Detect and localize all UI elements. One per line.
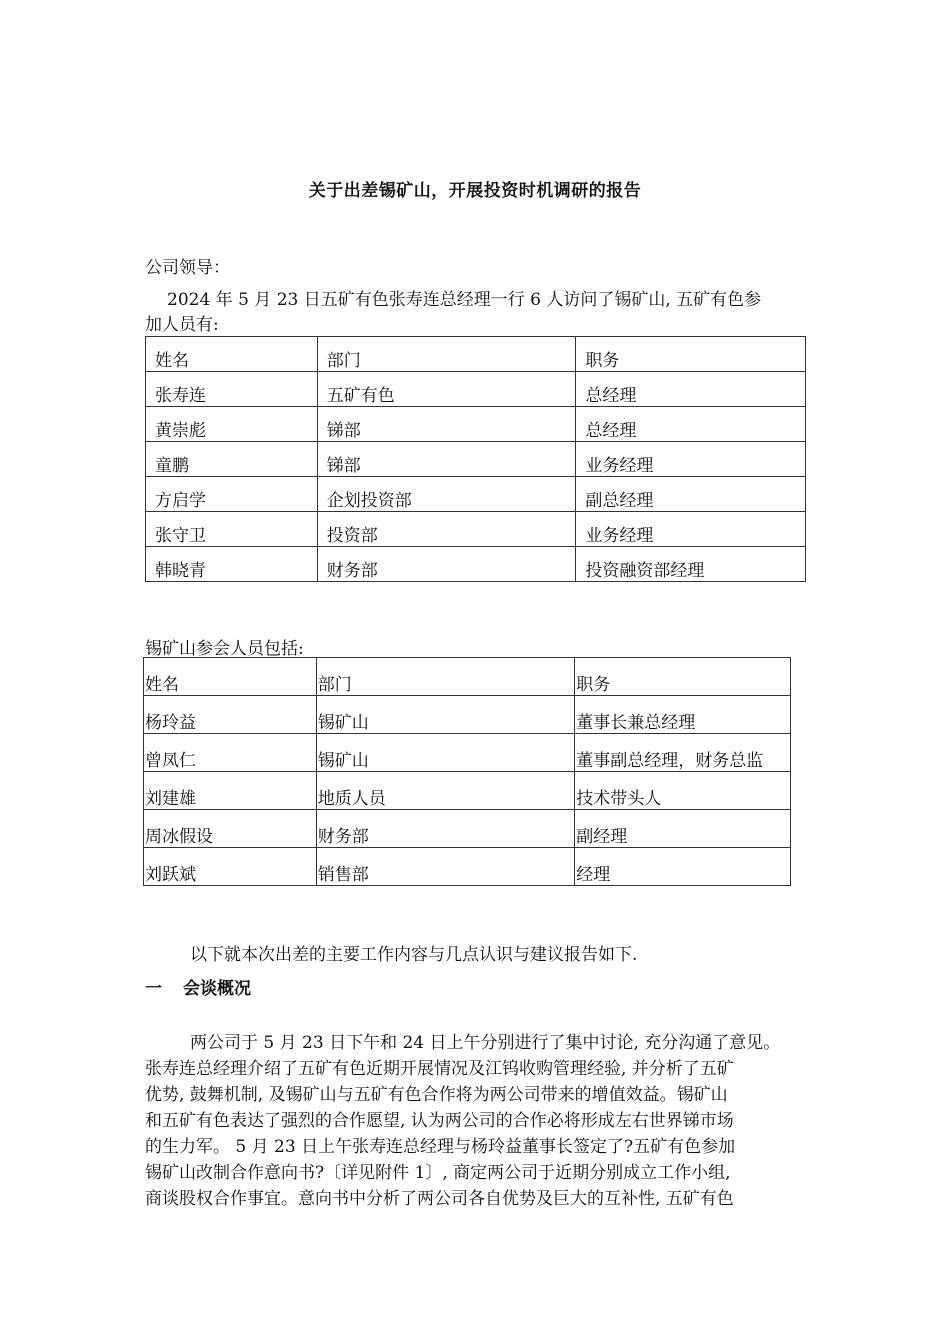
section-heading xyxy=(145,974,251,999)
cell-position: 董事副总经理，财务总监 xyxy=(575,734,791,772)
table-row xyxy=(146,477,806,512)
table-row xyxy=(144,848,791,886)
salutation: 公司领导： xyxy=(145,258,230,278)
cell-department: 锡矿山 xyxy=(316,734,575,772)
paragraph-line: 商谈股权合作事宜。意向书中分析了两公司各自优势及巨大的互补性, 五矿有色 xyxy=(145,1189,734,1209)
cell-position: 业务经理 xyxy=(576,442,806,477)
section-title: 会谈概况 xyxy=(183,979,251,999)
cell-department: 锑部 xyxy=(317,442,576,477)
paragraph-line: 两公司于 5 月 23 日下午和 24 日上午分别进行了集中讨论, 充分沟通了意见。 xyxy=(190,1033,781,1053)
table-row xyxy=(144,772,791,810)
header-name: 姓名 xyxy=(144,658,317,696)
header-department: 部门 xyxy=(317,337,576,372)
cell-name: 刘跃斌 xyxy=(144,848,317,886)
cell-position: 副经理 xyxy=(575,810,791,848)
header-position: 职务 xyxy=(576,337,806,372)
cell-department: 财务部 xyxy=(316,810,575,848)
cell-position: 投资融资部经理 xyxy=(576,547,806,582)
cell-name: 刘建雄 xyxy=(144,772,317,810)
cell-department: 锡矿山 xyxy=(316,696,575,734)
header-position: 职务 xyxy=(575,658,791,696)
cell-name: 张守卫 xyxy=(146,512,318,547)
table2-caption: 锡矿山参会人员包括: xyxy=(145,639,304,659)
section-body-paragraph xyxy=(145,1030,825,1212)
table-row xyxy=(146,442,806,477)
cell-name: 杨玲益 xyxy=(144,696,317,734)
intro-paragraph xyxy=(145,288,815,338)
cell-department: 企划投资部 xyxy=(317,477,576,512)
cell-name: 曾凤仁 xyxy=(144,734,317,772)
cell-department: 财务部 xyxy=(317,547,576,582)
cell-department: 五矿有色 xyxy=(317,372,576,407)
table-row xyxy=(146,512,806,547)
cell-position: 副总经理 xyxy=(576,477,806,512)
cell-department: 地质人员 xyxy=(316,772,575,810)
table-header-row xyxy=(144,658,791,696)
cell-name: 方启学 xyxy=(146,477,318,512)
cell-name: 周冰假设 xyxy=(144,810,317,848)
section-number: 一 xyxy=(145,979,162,999)
header-name: 姓名 xyxy=(146,337,318,372)
table-header-row xyxy=(146,337,806,372)
cell-position: 总经理 xyxy=(576,407,806,442)
cell-name: 张寿连 xyxy=(146,372,318,407)
paragraph-line: 张寿连总经理介绍了五矿有色近期开展情况及江钨收购管理经验, 并分析了五矿 xyxy=(145,1059,734,1079)
cell-department: 销售部 xyxy=(316,848,575,886)
table-row xyxy=(146,547,806,582)
cell-department: 投资部 xyxy=(317,512,576,547)
document-title: 关于出差锡矿山，开展投资时机调研的报告 xyxy=(308,181,642,201)
table-row xyxy=(144,734,791,772)
cell-department: 锑部 xyxy=(317,407,576,442)
cell-name: 韩晓青 xyxy=(146,547,318,582)
cell-position: 董事长兼总经理 xyxy=(575,696,791,734)
table-row xyxy=(144,810,791,848)
header-department: 部门 xyxy=(316,658,575,696)
paragraph-line: 和五矿有色表达了强烈的合作愿望, 认为两公司的合作必将形成左右世界锑市场 xyxy=(145,1111,734,1131)
intro-line-1: 2024 年 5 月 23 日五矿有色张寿连总经理一行 6 人访问了锡矿山, 五矿有色参 xyxy=(167,290,762,310)
cell-position: 经理 xyxy=(575,848,791,886)
paragraph-line: 优势, 鼓舞机制, 及锡矿山与五矿有色合作将为两公司带来的增值效益。锡矿山 xyxy=(145,1085,728,1105)
cell-position: 业务经理 xyxy=(576,512,806,547)
intro-line-2: 加人员有: xyxy=(145,315,219,335)
cell-name: 童鹏 xyxy=(146,442,318,477)
cell-position: 技术带头人 xyxy=(575,772,791,810)
cell-position: 总经理 xyxy=(576,372,806,407)
table-row xyxy=(146,372,806,407)
summary-sentence: 以下就本次出差的主要工作内容与几点认识与建议报告如下. xyxy=(190,945,638,965)
xikuangshan-attendees-table xyxy=(143,657,791,886)
paragraph-line: 锡矿山改制合作意向书?〔详见附件 1〕, 商定两公司于近期分别成立工作小组, xyxy=(145,1163,731,1183)
wukuang-attendees-table xyxy=(145,336,806,582)
table-row xyxy=(146,407,806,442)
paragraph-line: 的生力军。 5 月 23 日上午张寿连总经理与杨玲益董事长签定了?五矿有色参加 xyxy=(145,1137,736,1157)
cell-name: 黄崇彪 xyxy=(146,407,318,442)
table-row xyxy=(144,696,791,734)
